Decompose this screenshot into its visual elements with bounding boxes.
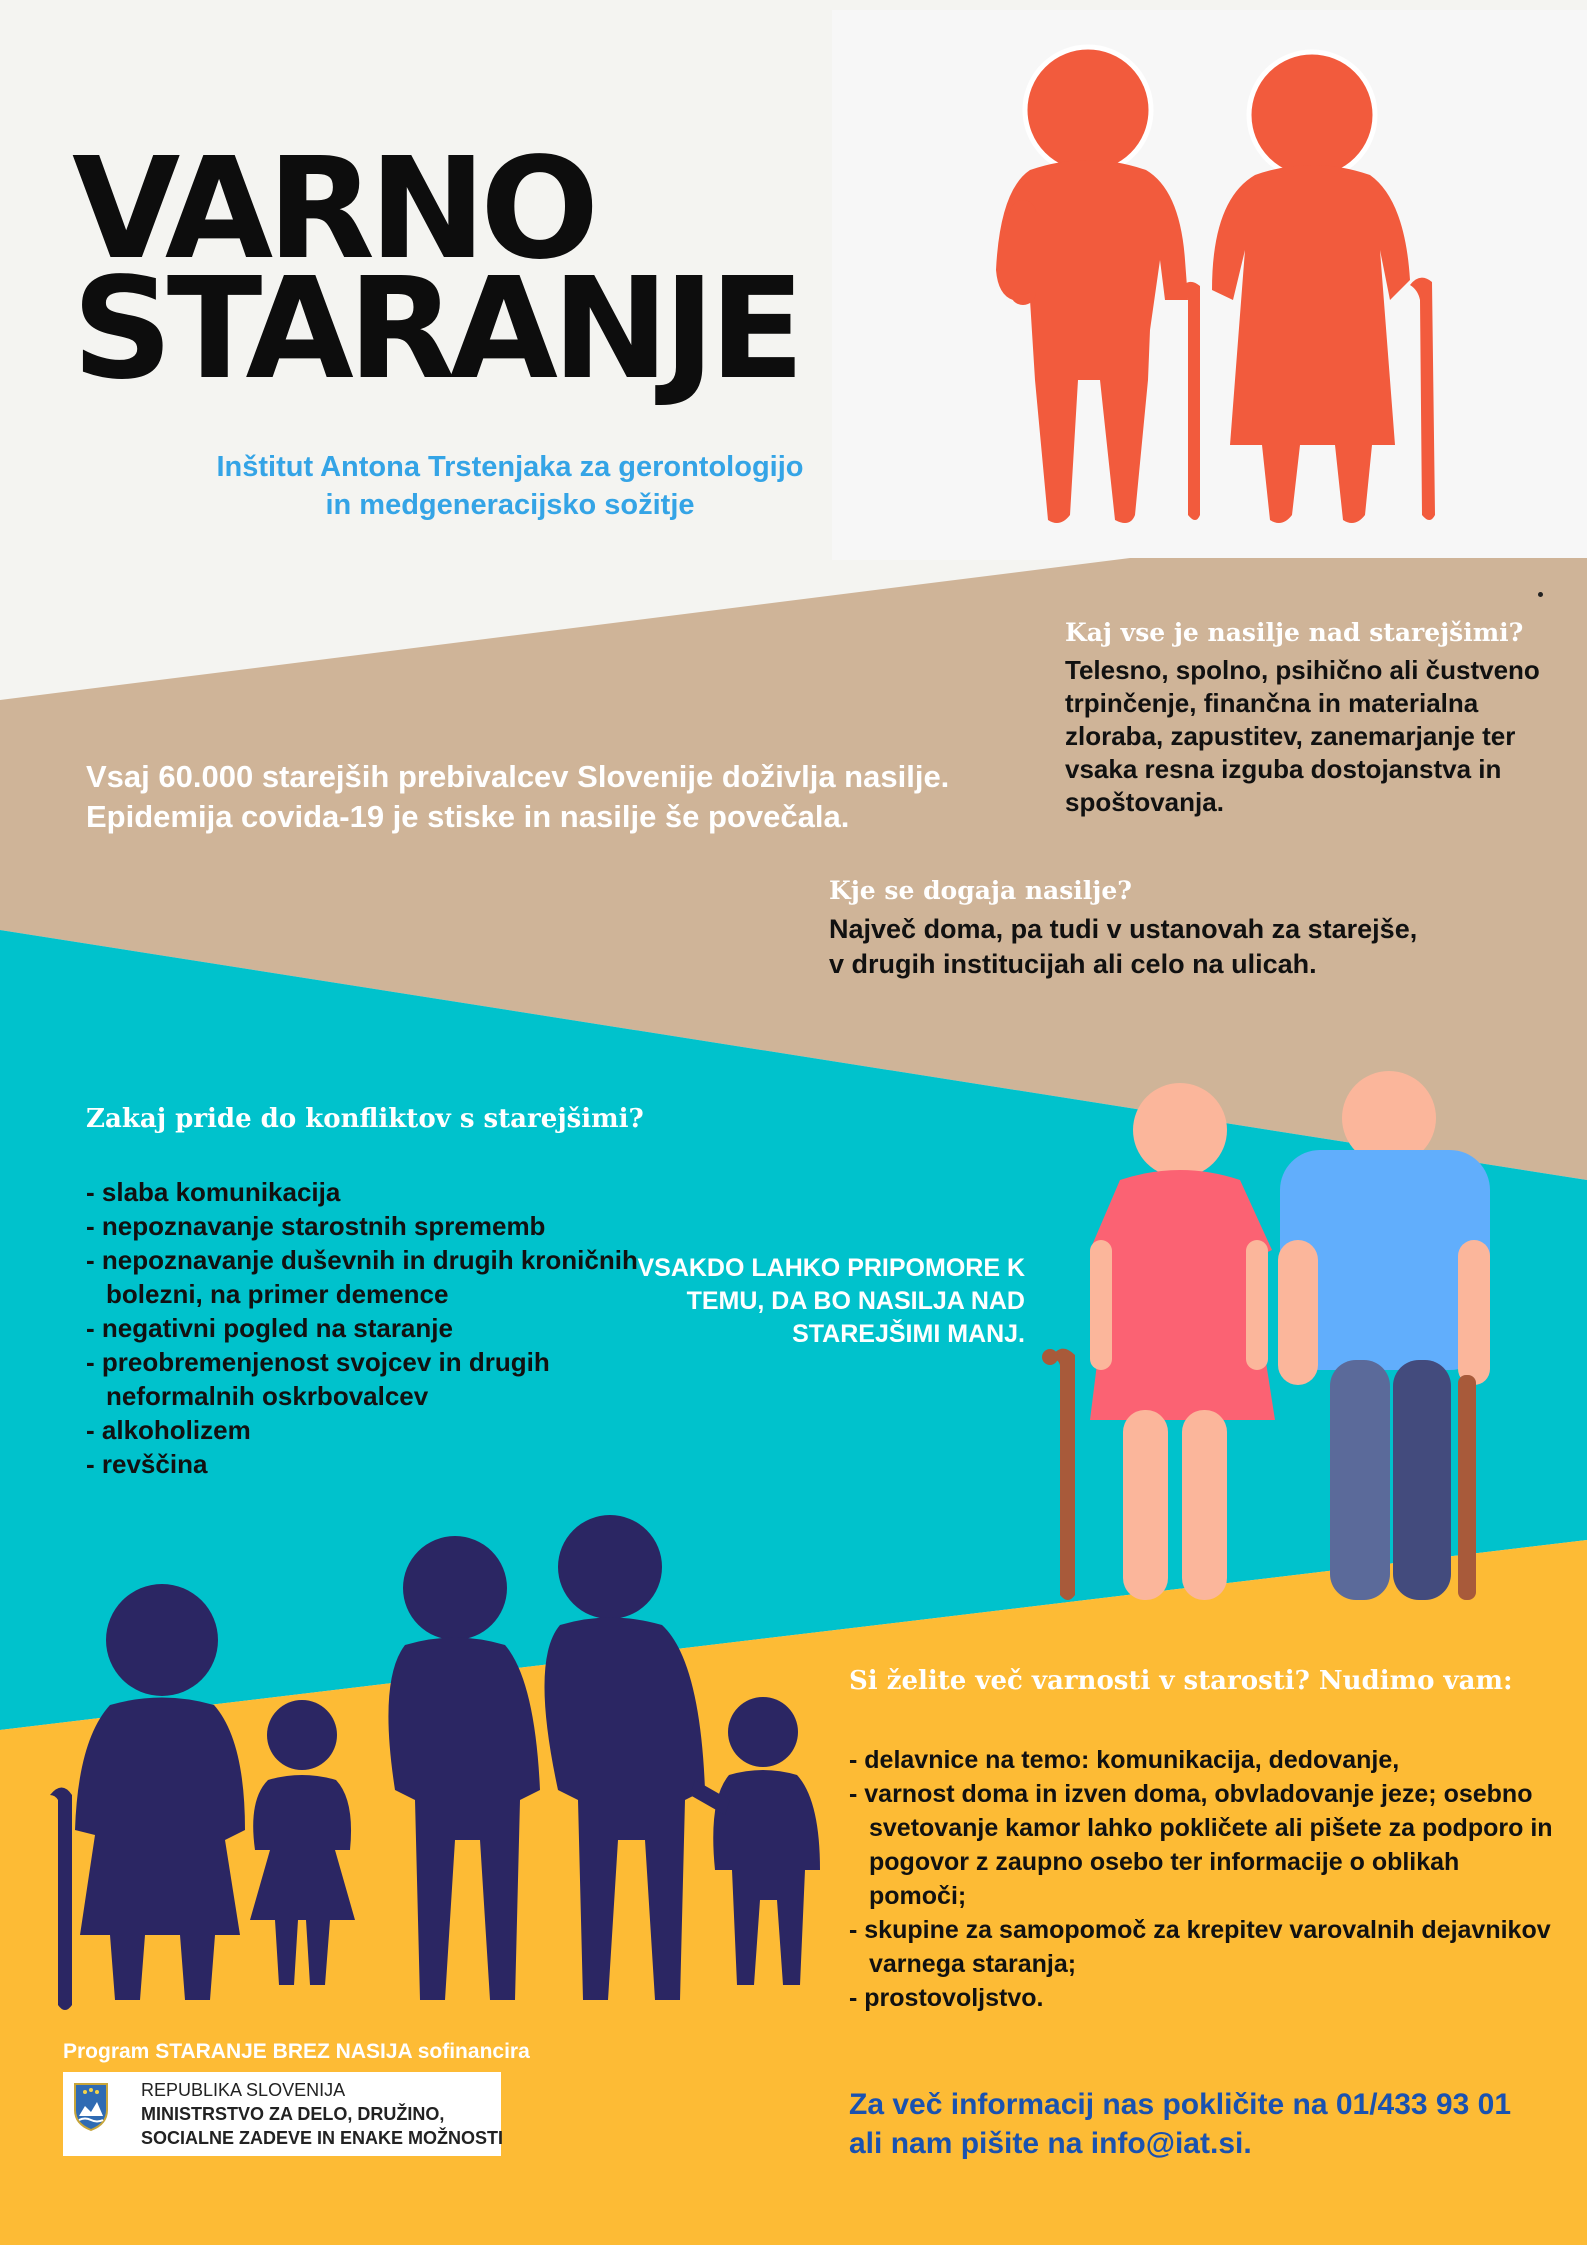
contact-info — [849, 2085, 1549, 2163]
where-line-1: Največ doma, pa tudi v ustanovah za starejše, — [829, 914, 1418, 944]
where-line-2: v drugih institucijah ali celo na ulicah. — [829, 949, 1317, 979]
conflicts-list — [86, 1175, 646, 1481]
logo-line-3: SOCIALNE ZADEVE IN ENAKE MOŽNOSTI — [141, 2128, 504, 2148]
where-answer — [829, 912, 1469, 982]
violence-types-question: Kaj vse je nasilje nad starejšimi? — [1065, 618, 1524, 647]
page-title — [72, 128, 799, 411]
statistic-line-2: Epidemija covida-19 je stiske in nasilje še povečala. — [86, 799, 850, 834]
list-item: - skupine za samopomoč za krepitev varovalnih dejavnikov varnega staranja; — [849, 1916, 1551, 1978]
offer-list — [849, 1743, 1559, 2015]
slogan-text: VSAKDO LAHKO PRIPOMORE K TEMU, DA BO NASILJA NAD STAREJŠIMI MANJ. — [637, 1254, 1025, 1348]
list-item: - negativni pogled na staranje — [86, 1313, 453, 1343]
ministry-logo — [63, 2072, 504, 2156]
conflicts-question: Zakaj pride do konfliktov s starejšimi? — [86, 1104, 644, 1134]
list-item: - delavnice na temo: komunikacija, dedovanje, — [849, 1746, 1400, 1774]
institute-line-2: in medgeneracijsko sožitje — [325, 489, 695, 521]
list-item: - prostovoljstvo. — [849, 1984, 1044, 2012]
title-line-2: STARANJE — [72, 248, 799, 411]
list-item: - varnost doma in izven doma, obvladovanje jeze; osebno svetovanje kamor lahko pokličete ali pišete za podporo in pogovor z zaupno osebo ter informacije o oblikah pomoči; — [849, 1780, 1553, 1910]
list-item: - nepoznavanje starostnih sprememb — [86, 1211, 546, 1241]
offer-question: Si želite več varnosti v starosti? Nudimo vam: — [849, 1666, 1513, 1696]
list-item: - revščina — [86, 1449, 208, 1479]
statistic-line-1: Vsaj 60.000 starejših prebivalcev Slovenije doživlja nasilje. — [86, 759, 950, 794]
logo-line-2: MINISTRSTVO ZA DELO, DRUŽINO, — [141, 2104, 445, 2124]
institute-name — [190, 448, 830, 524]
where-question: Kje se dogaja nasilje? — [829, 876, 1132, 905]
logo-line-1: REPUBLIKA SLOVENIJA — [141, 2080, 346, 2100]
contact-phone: Za več informacij nas pokličite na 01/433 93 01 — [849, 2088, 1512, 2121]
list-item: - nepoznavanje duševnih in drugih kroničnih bolezni, na primer demence — [86, 1245, 638, 1309]
stray-dot — [1538, 592, 1543, 597]
statistic-text — [86, 757, 1006, 837]
list-item: - alkoholizem — [86, 1415, 251, 1445]
coat-of-arms-icon — [71, 2080, 111, 2132]
title-line-1: VARNO — [72, 128, 594, 291]
violence-types-answer: Telesno, spolno, psihično ali čustveno trpinčenje, finančna in materialna zloraba, zapustitev, zanemarjanje ter vsaka resna izguba dostojanstva in spoštovanja. — [1065, 655, 1540, 817]
list-item: - slaba komunikacija — [86, 1177, 341, 1207]
contact-email: ali nam pišite na info@iat.si. — [849, 2127, 1252, 2160]
institute-line-1: Inštitut Antona Trstenjaka za gerontologijo — [216, 451, 804, 483]
sponsor-text: Program STARANJE BREZ NASIJA sofinancira — [63, 2040, 530, 2063]
list-item: - preobremenjenost svojcev in drugih neformalnih oskrbovalcev — [86, 1347, 550, 1411]
